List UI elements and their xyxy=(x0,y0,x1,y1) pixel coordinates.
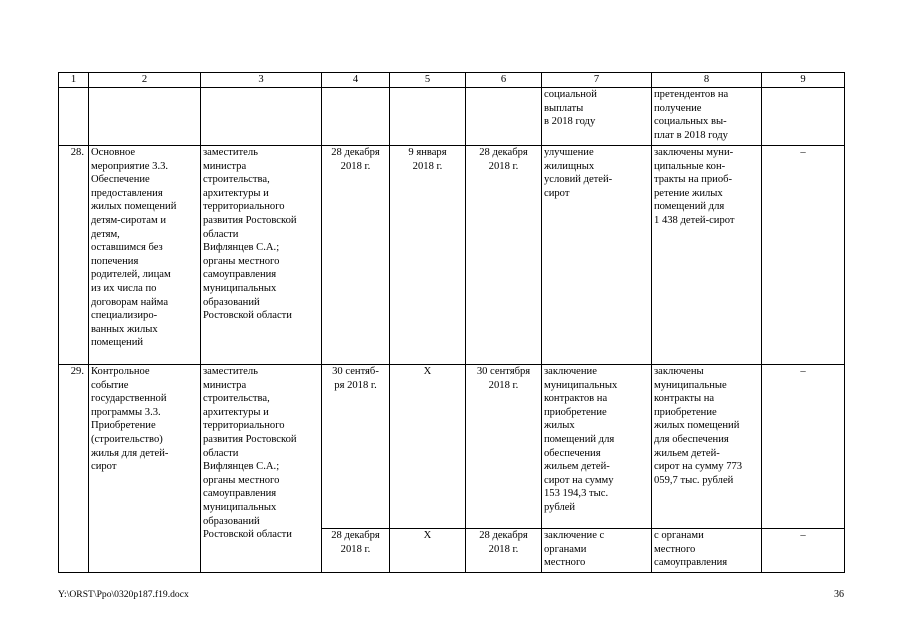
header-col-6: 6 xyxy=(466,73,542,88)
plan-table xyxy=(58,72,845,573)
actual-result: заключены муниципальные контракты на приобретение жилых помещений для обеспечения жильем детей- сирот на сумму 773 059,7 тыс. рублей xyxy=(652,365,762,529)
responsible-executor: заместитель министра строительства, архитектуры и территориального развития Ростовской области Вифлянцев С.А.; органы местного самоуправления муниципальных образований Ростовской области xyxy=(201,365,322,573)
continuation-row xyxy=(59,88,845,146)
cont-cell-4 xyxy=(322,88,390,146)
cont-actual-cell: претендентов на получение социальных вы- плат в 2018 году xyxy=(652,88,762,146)
actual-result: с органами местного самоуправления xyxy=(652,529,762,573)
cont-cell-3 xyxy=(201,88,322,146)
cont-cell-6 xyxy=(466,88,542,146)
planned-result: заключение муниципальных контрактов на приобретение жилых помещений для обеспечения жильем детей- сирот на сумму 153 194,3 тыс. рублей xyxy=(542,365,652,529)
header-col-2: 2 xyxy=(89,73,201,88)
row-number: 29. xyxy=(59,365,89,573)
table-row xyxy=(59,146,845,365)
header-col-7: 7 xyxy=(542,73,652,88)
planned-result: заключение с органами местного xyxy=(542,529,652,573)
header-col-3: 3 xyxy=(201,73,322,88)
header-col-5: 5 xyxy=(390,73,466,88)
cont-cell-9 xyxy=(762,88,845,146)
header-col-1: 1 xyxy=(59,73,89,88)
cont-result-cell: социальной выплаты в 2018 году xyxy=(542,88,652,146)
cont-cell-1 xyxy=(59,88,89,146)
planned-date: 28 декабря 2018 г. xyxy=(322,146,390,365)
header-col-8: 8 xyxy=(652,73,762,88)
page-number: 36 xyxy=(834,589,844,600)
actual-result: заключены муни- ципальные кон- тракты на приоб- ретение жилых помещений для 1 438 детей-сирот xyxy=(652,146,762,365)
table-row xyxy=(59,365,845,529)
header-row xyxy=(59,73,845,88)
actual-start-date: Х xyxy=(390,529,466,573)
header-col-9: 9 xyxy=(762,73,845,88)
actual-end-date: 30 сентября 2018 г. xyxy=(466,365,542,529)
file-path: Y:\ORST\Ppo\0320p187.f19.docx xyxy=(58,589,189,600)
cont-cell-2 xyxy=(89,88,201,146)
notes: – xyxy=(762,146,845,365)
planned-result: улучшение жилищных условий детей- сирот xyxy=(542,146,652,365)
notes: – xyxy=(762,529,845,573)
header-col-4: 4 xyxy=(322,73,390,88)
planned-date: 30 сентяб- ря 2018 г. xyxy=(322,365,390,529)
activity-name: Контрольное событие государственной программы 3.3. Приобретение (строительство) жилья для детей- сирот xyxy=(89,365,201,573)
responsible-executor: заместитель министра строительства, архитектуры и территориального развития Ростовской области Вифлянцев С.А.; органы местного самоуправления муниципальных образований Ростовской области xyxy=(201,146,322,365)
activity-name: Основное мероприятие 3.3. Обеспечение предоставления жилых помещений детям-сиротам и детям, оставшимся без попечения родителей, лицам из их числа по договорам найма специализиро- ванных жилых помещений xyxy=(89,146,201,365)
actual-end-date: 28 декабря 2018 г. xyxy=(466,146,542,365)
planned-date: 28 декабря 2018 г. xyxy=(322,529,390,573)
actual-start-date: Х xyxy=(390,365,466,529)
cont-cell-5 xyxy=(390,88,466,146)
actual-start-date: 9 января 2018 г. xyxy=(390,146,466,365)
notes: – xyxy=(762,365,845,529)
row-number: 28. xyxy=(59,146,89,365)
actual-end-date: 28 декабря 2018 г. xyxy=(466,529,542,573)
